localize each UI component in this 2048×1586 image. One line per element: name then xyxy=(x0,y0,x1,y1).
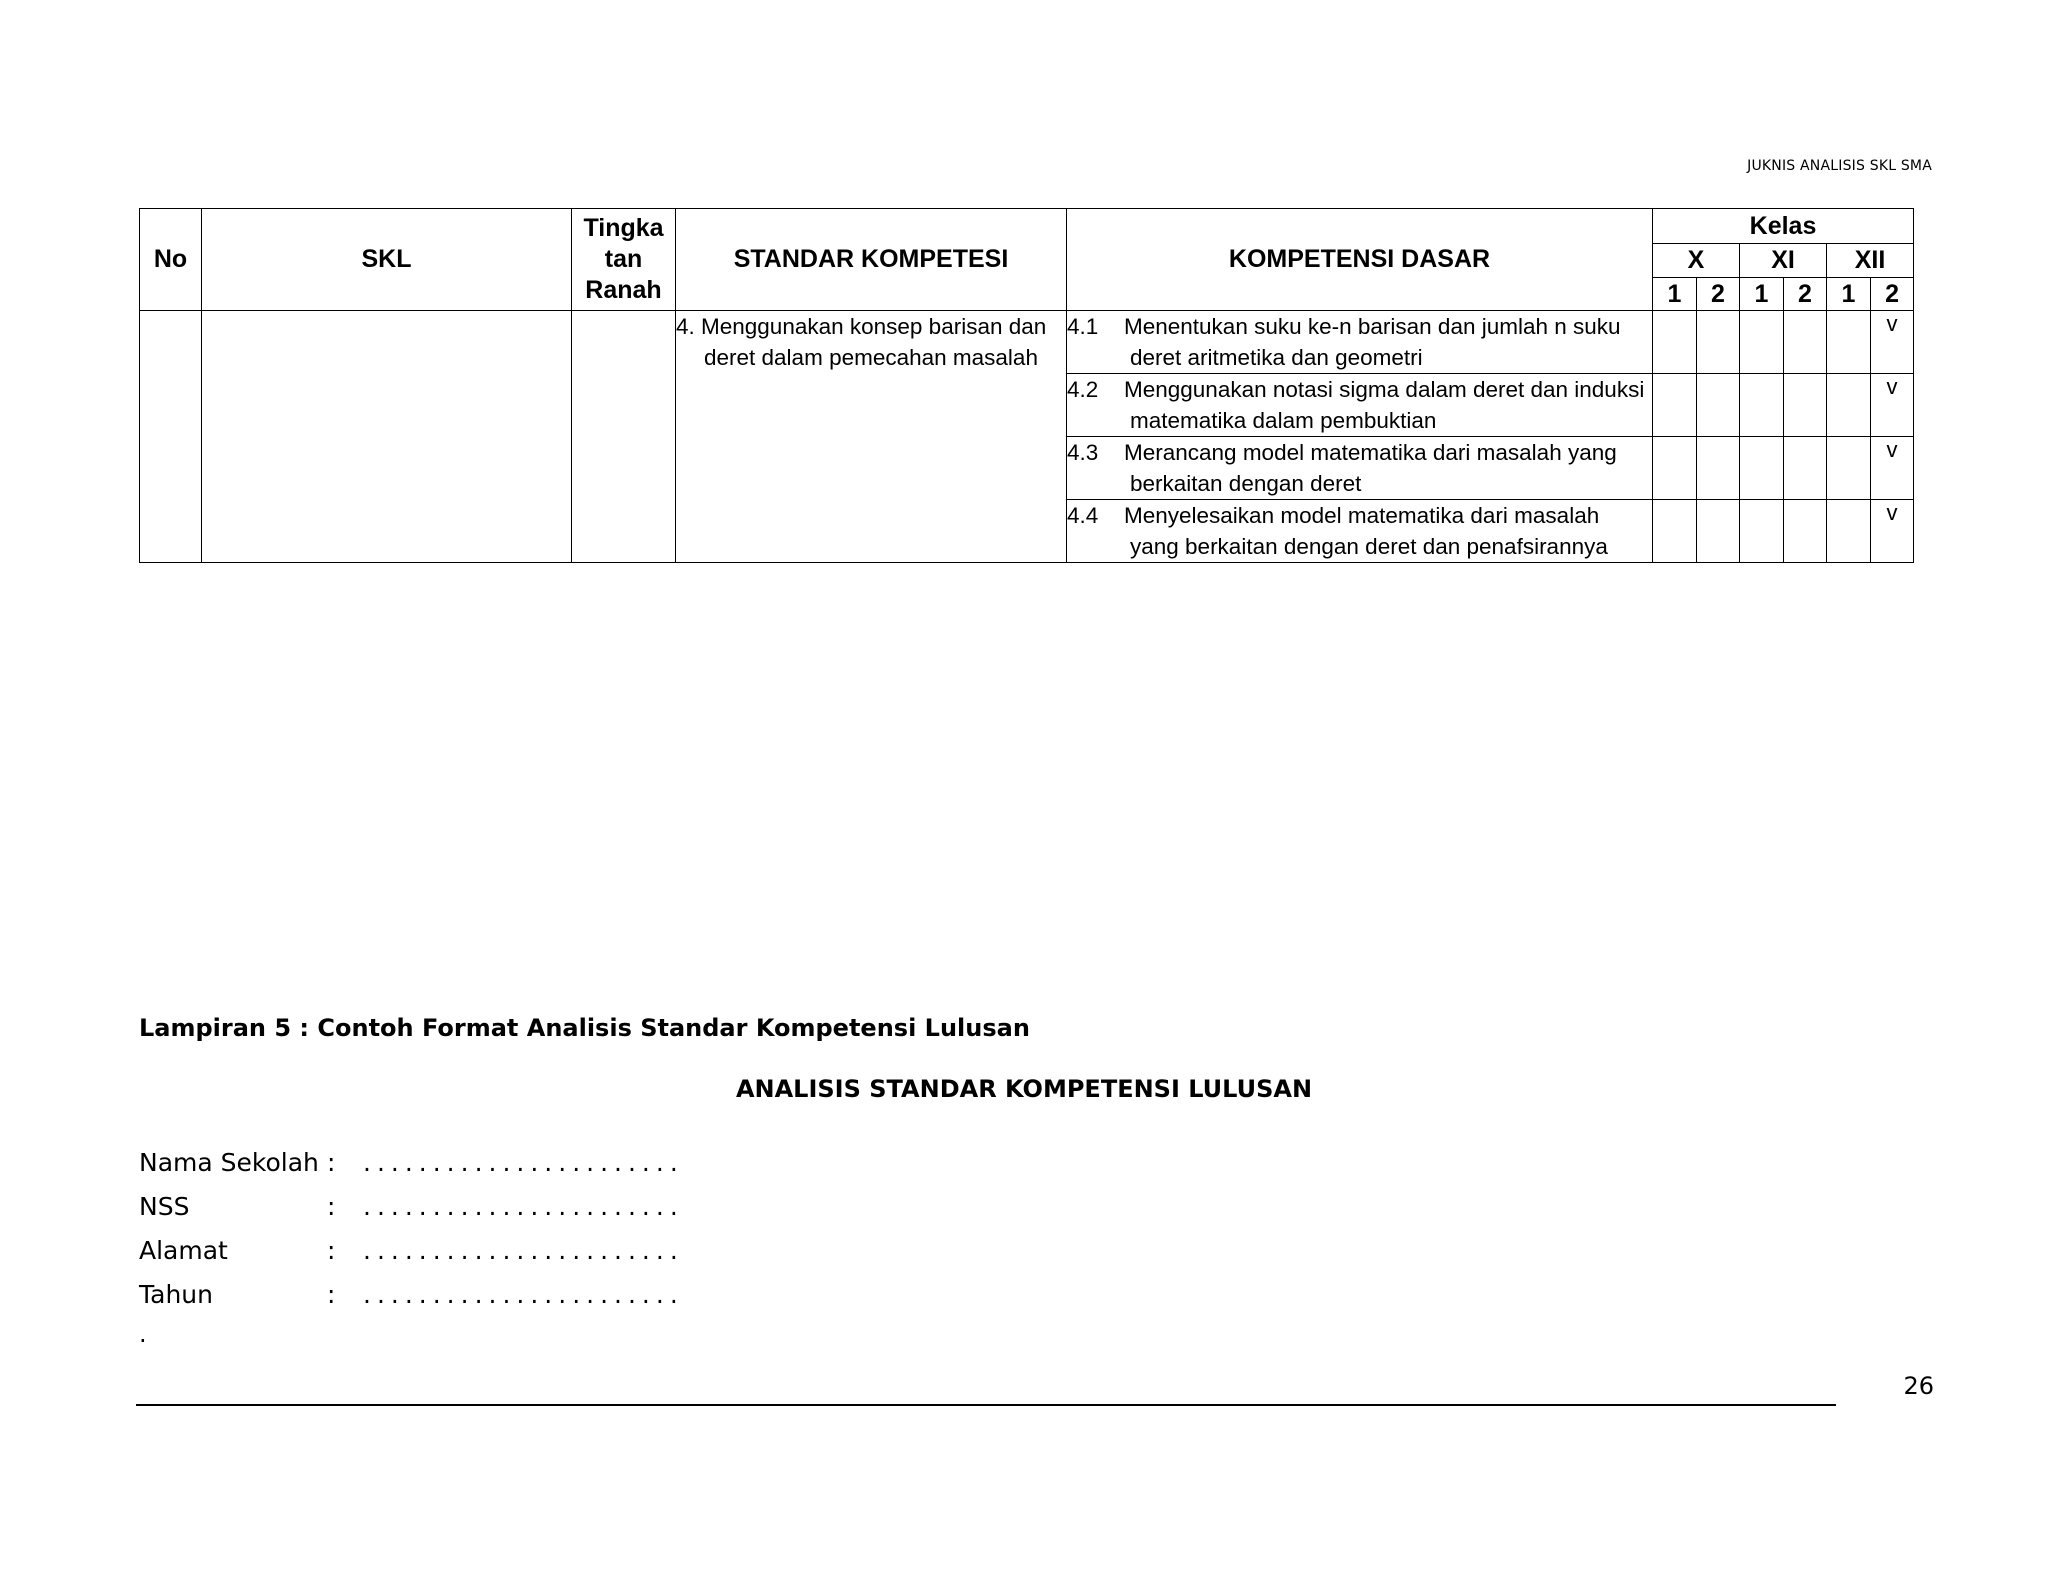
kd-number: 4.4 xyxy=(1067,503,1099,528)
cell-kompetensi-dasar xyxy=(1067,500,1653,563)
form-colon: : xyxy=(327,1148,336,1177)
kelas-mark-cell: v xyxy=(1871,500,1914,563)
kelas-mark-cell xyxy=(1827,437,1871,500)
header-skl: SKL xyxy=(202,209,572,311)
header-semester: 2 xyxy=(1697,278,1740,311)
header-kelas-xii: XII xyxy=(1827,244,1914,278)
header-no: No xyxy=(140,209,202,311)
kelas-mark-cell: v xyxy=(1871,311,1914,374)
kelas-mark-cell: v xyxy=(1871,437,1914,500)
form-row-nama-sekolah xyxy=(139,1148,684,1192)
header-kompetensi-dasar: KOMPETENSI DASAR xyxy=(1067,209,1653,311)
kelas-mark-cell xyxy=(1740,374,1784,437)
analisis-title: ANALISIS STANDAR KOMPETENSI LULUSAN xyxy=(735,1075,1313,1103)
cell-kompetensi-dasar xyxy=(1067,311,1653,374)
header-tingkatan-line-3: Ranah xyxy=(585,276,662,304)
table-row xyxy=(140,311,1914,374)
kd-text-line-1: Menggunakan notasi sigma dalam deret dan induksi xyxy=(1124,377,1645,402)
header-kelas-xi: XI xyxy=(1740,244,1827,278)
kelas-mark-cell xyxy=(1697,437,1740,500)
header-tingkatan-ranah xyxy=(572,209,676,311)
form-fill-dots: ....................... xyxy=(363,1280,684,1309)
cell-kompetensi-dasar xyxy=(1067,437,1653,500)
form-colon: : xyxy=(327,1236,336,1265)
kelas-mark-cell xyxy=(1784,374,1827,437)
kelas-mark-cell xyxy=(1827,500,1871,563)
kelas-mark-cell xyxy=(1740,500,1784,563)
form-row-tahun xyxy=(139,1280,684,1324)
header-semester: 2 xyxy=(1871,278,1914,311)
kd-number: 4.3 xyxy=(1067,440,1099,465)
kelas-mark-cell xyxy=(1697,311,1740,374)
form-label: Nama Sekolah xyxy=(139,1148,319,1177)
form-fill-dots: ....................... xyxy=(363,1236,684,1265)
lampiran-heading: Lampiran 5 : Contoh Format Analisis Standar Kompetensi Lulusan xyxy=(139,1014,1030,1042)
page-number: 26 xyxy=(1903,1372,1934,1400)
kd-text-line-2: matematika dalam pembuktian xyxy=(1130,408,1437,433)
header-tingkatan-line-1: Tingka xyxy=(583,214,664,242)
sk-line-2: deret dalam pemecahan masalah xyxy=(704,345,1038,370)
form-fill-dots: ....................... xyxy=(363,1192,684,1221)
kd-text-line-1: Merancang model matematika dari masalah yang xyxy=(1124,440,1617,465)
kelas-mark-cell xyxy=(1653,311,1697,374)
kelas-mark-cell xyxy=(1697,500,1740,563)
skl-analysis-table xyxy=(139,208,1914,563)
header-semester: 1 xyxy=(1653,278,1697,311)
cell-skl xyxy=(202,311,572,563)
cell-no xyxy=(140,311,202,563)
document-header-title: JUKNIS ANALISIS SKL SMA xyxy=(1747,158,1932,174)
header-semester: 1 xyxy=(1740,278,1784,311)
kelas-mark-cell xyxy=(1740,437,1784,500)
kelas-mark-cell xyxy=(1653,500,1697,563)
header-standar-kompetensi: STANDAR KOMPETESI xyxy=(676,209,1067,311)
kd-text-line-1: Menyelesaikan model matematika dari masalah xyxy=(1124,503,1600,528)
cell-standar-kompetensi xyxy=(676,311,1067,563)
kelas-mark-cell xyxy=(1827,311,1871,374)
form-fill-dots: ....................... xyxy=(363,1148,684,1177)
header-tingkatan-line-2: tan xyxy=(604,245,643,273)
kelas-mark-cell xyxy=(1784,500,1827,563)
kd-text-line-2: berkaitan dengan deret xyxy=(1130,471,1362,496)
kd-text-line-2: deret aritmetika dan geometri xyxy=(1130,345,1423,370)
kelas-mark-cell xyxy=(1827,374,1871,437)
cell-tingkatan-ranah xyxy=(572,311,676,563)
kelas-mark-cell xyxy=(1697,374,1740,437)
form-row-alamat xyxy=(139,1236,684,1280)
form-colon: : xyxy=(327,1192,336,1221)
header-semester: 1 xyxy=(1827,278,1871,311)
footer-divider xyxy=(136,1404,1836,1406)
header-kelas-x: X xyxy=(1653,244,1740,278)
stray-dot: . xyxy=(139,1320,147,1348)
kd-number: 4.1 xyxy=(1067,314,1099,339)
identity-form xyxy=(139,1148,684,1324)
form-label: NSS xyxy=(139,1192,190,1221)
form-label: Alamat xyxy=(139,1236,228,1265)
form-colon: : xyxy=(327,1280,336,1309)
header-kelas: Kelas xyxy=(1653,209,1914,244)
kelas-mark-cell: v xyxy=(1871,374,1914,437)
form-row-nss xyxy=(139,1192,684,1236)
sk-line-1: 4. Menggunakan konsep barisan dan xyxy=(676,314,1047,339)
kelas-mark-cell xyxy=(1784,311,1827,374)
kd-number: 4.2 xyxy=(1067,377,1099,402)
header-semester: 2 xyxy=(1784,278,1827,311)
kelas-mark-cell xyxy=(1740,311,1784,374)
kelas-mark-cell xyxy=(1784,437,1827,500)
kd-text-line-1: Menentukan suku ke-n barisan dan jumlah n suku xyxy=(1124,314,1621,339)
kelas-mark-cell xyxy=(1653,374,1697,437)
kelas-mark-cell xyxy=(1653,437,1697,500)
kd-text-line-2: yang berkaitan dengan deret dan penafsirannya xyxy=(1130,534,1608,559)
form-label: Tahun xyxy=(139,1280,213,1309)
cell-kompetensi-dasar xyxy=(1067,374,1653,437)
